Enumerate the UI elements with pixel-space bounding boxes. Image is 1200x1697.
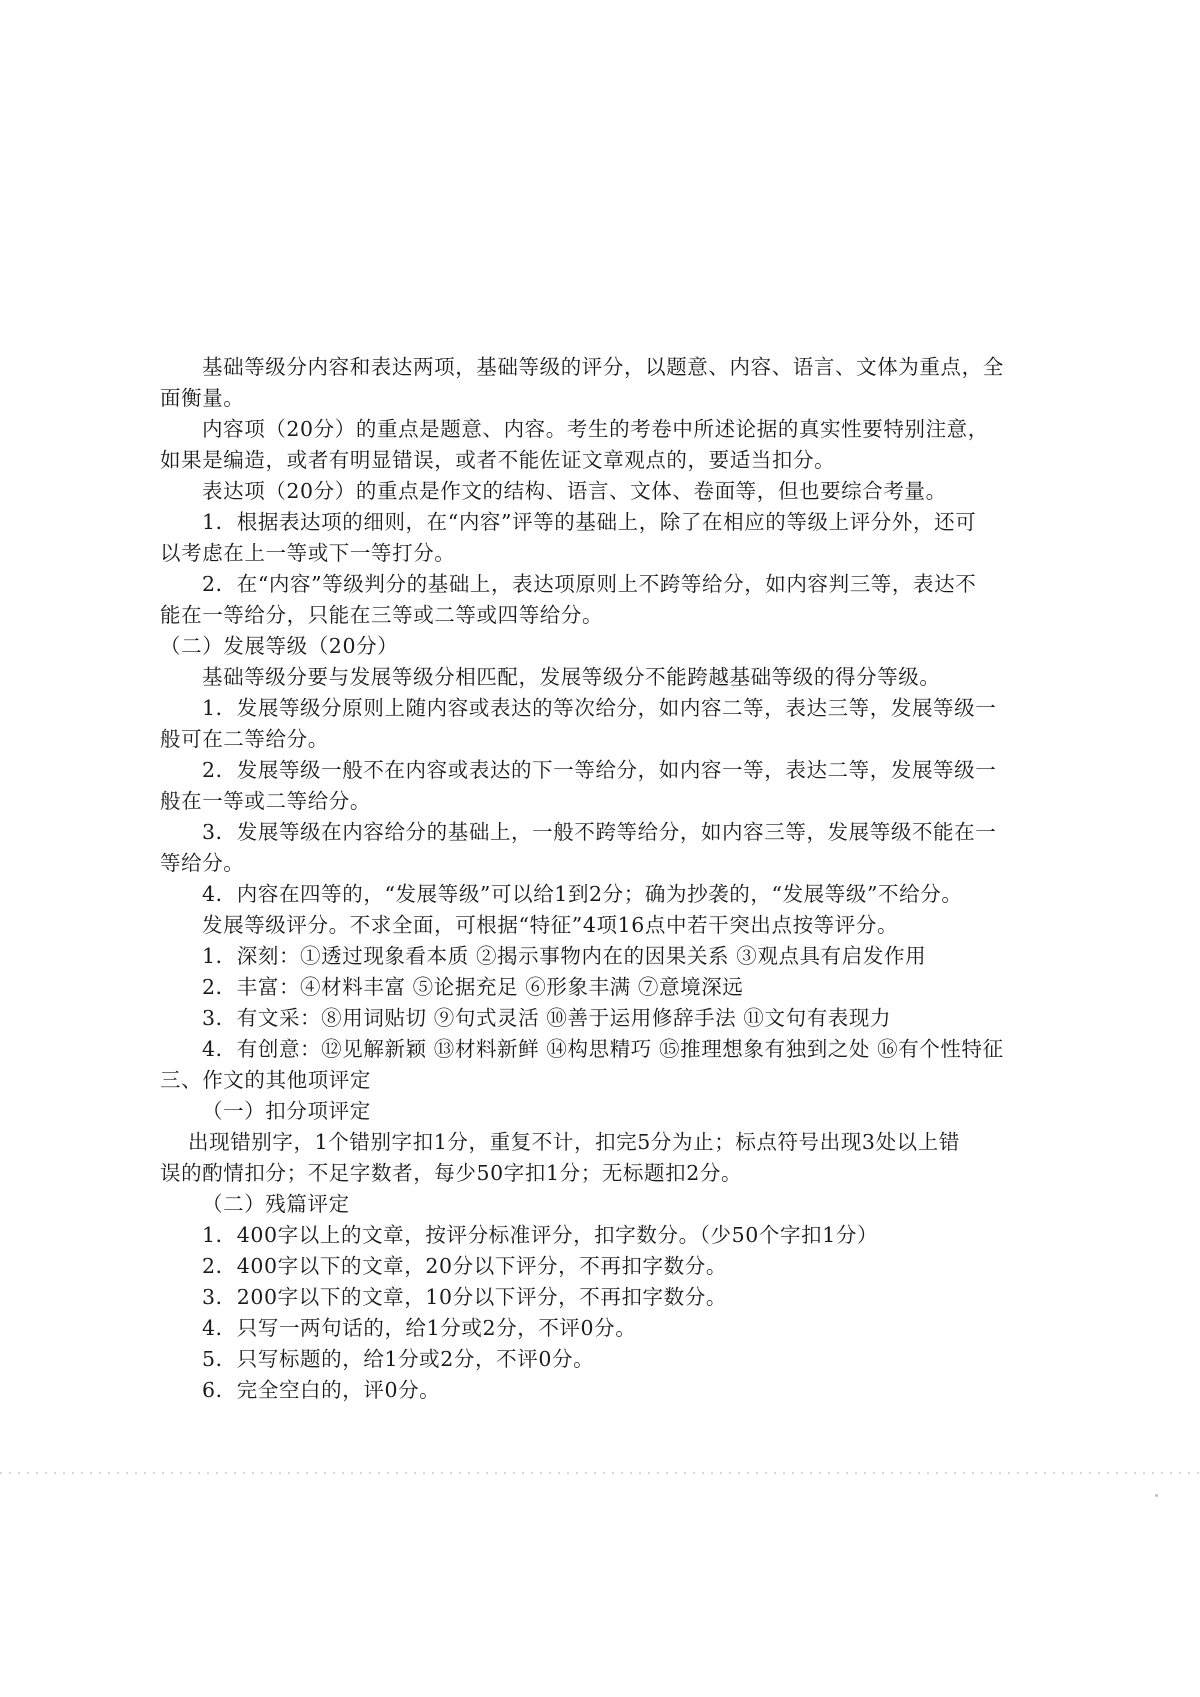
text-line: 1．根据表达项的细则，在“内容”评等的基础上，除了在相应的等级上评分外，还可	[202, 510, 977, 534]
text-line: 4．只写一两句话的，给1分或2分，不评0分。	[202, 1316, 637, 1340]
text-line: 基础等级分要与发展等级分相匹配，发展等级分不能跨越基础等级的得分等级。	[202, 665, 941, 689]
text-line: 1．深刻：①透过现象看本质 ②揭示事物内在的因果关系 ③观点具有启发作用	[202, 944, 927, 968]
text-line: 能在一等给分，只能在三等或二等或四等给分。	[160, 603, 604, 627]
text-line: 2．丰富：④材料丰富 ⑤论据充足 ⑥形象丰满 ⑦意境深远	[202, 975, 744, 999]
scan-artifact-line	[0, 1472, 1200, 1474]
text-line: （一）扣分项评定	[202, 1099, 371, 1123]
text-line: 般可在二等给分。	[160, 727, 329, 751]
text-line: 三、作文的其他项评定	[160, 1068, 371, 1092]
text-line: 1．400字以上的文章，按评分标准评分，扣字数分。（少50个字扣1分）	[202, 1223, 879, 1247]
text-line: 3．200字以下的文章，10分以下评分，不再扣字数分。	[202, 1285, 727, 1309]
text-line: 4．有创意：⑫见解新颖 ⑬材料新鲜 ⑭构思精巧 ⑮推理想象有独到之处 ⑯有个性特征	[202, 1037, 1004, 1061]
text-line: （二）发展等级（20分）	[160, 634, 399, 658]
scan-artifact-dot	[1155, 1494, 1158, 1497]
text-line: 基础等级分内容和表达两项，基础等级的评分，以题意、内容、语言、文体为重点，全	[202, 355, 1004, 379]
text-line: 般在一等或二等给分。	[160, 789, 371, 813]
text-line: 误的酌情扣分；不足字数者，每少50字扣1分；无标题扣2分。	[160, 1161, 743, 1185]
text-line: 3．发展等级在内容给分的基础上，一般不跨等给分，如内容三等，发展等级不能在一	[202, 820, 997, 844]
text-line: 出现错别字，1个错别字扣1分，重复不计，扣完5分为止；标点符号出现3处以上错	[188, 1130, 960, 1154]
text-line: 等给分。	[160, 851, 245, 875]
text-line: 2．400字以下的文章，20分以下评分，不再扣字数分。	[202, 1254, 727, 1278]
text-line: 内容项（20分）的重点是题意、内容。考生的考卷中所述论据的真实性要特别注意，	[202, 417, 989, 441]
text-line: 2．发展等级一般不在内容或表达的下一等给分，如内容一等，表达二等，发展等级一	[202, 758, 997, 782]
text-line: 如果是编造，或者有明显错误，或者不能佐证文章观点的，要适当扣分。	[160, 448, 836, 472]
text-line: 面衡量。	[160, 386, 245, 410]
text-line: （二）残篇评定	[202, 1192, 350, 1216]
document-body	[160, 352, 1030, 1406]
text-line: 1．发展等级分原则上随内容或表达的等次给分，如内容二等，表达三等，发展等级一	[202, 696, 997, 720]
text-line: 表达项（20分）的重点是作文的结构、语言、文体、卷面等，但也要综合考量。	[202, 479, 947, 503]
text-line: 发展等级评分。不求全面，可根据“特征”4项16点中若干突出点按等评分。	[202, 913, 899, 937]
text-line: 4．内容在四等的，“发展等级”可以给1到2分；确为抄袭的，“发展等级”不给分。	[202, 882, 963, 906]
text-line: 2．在“内容”等级判分的基础上，表达项原则上不跨等给分，如内容判三等，表达不	[202, 572, 977, 596]
text-line: 5．只写标题的，给1分或2分，不评0分。	[202, 1347, 595, 1371]
text-line: 3．有文采：⑧用词贴切 ⑨句式灵活 ⑩善于运用修辞手法 ⑪文句有表现力	[202, 1006, 892, 1030]
text-line: 以考虑在上一等或下一等打分。	[160, 541, 456, 565]
text-line: 6．完全空白的，评0分。	[202, 1378, 441, 1402]
